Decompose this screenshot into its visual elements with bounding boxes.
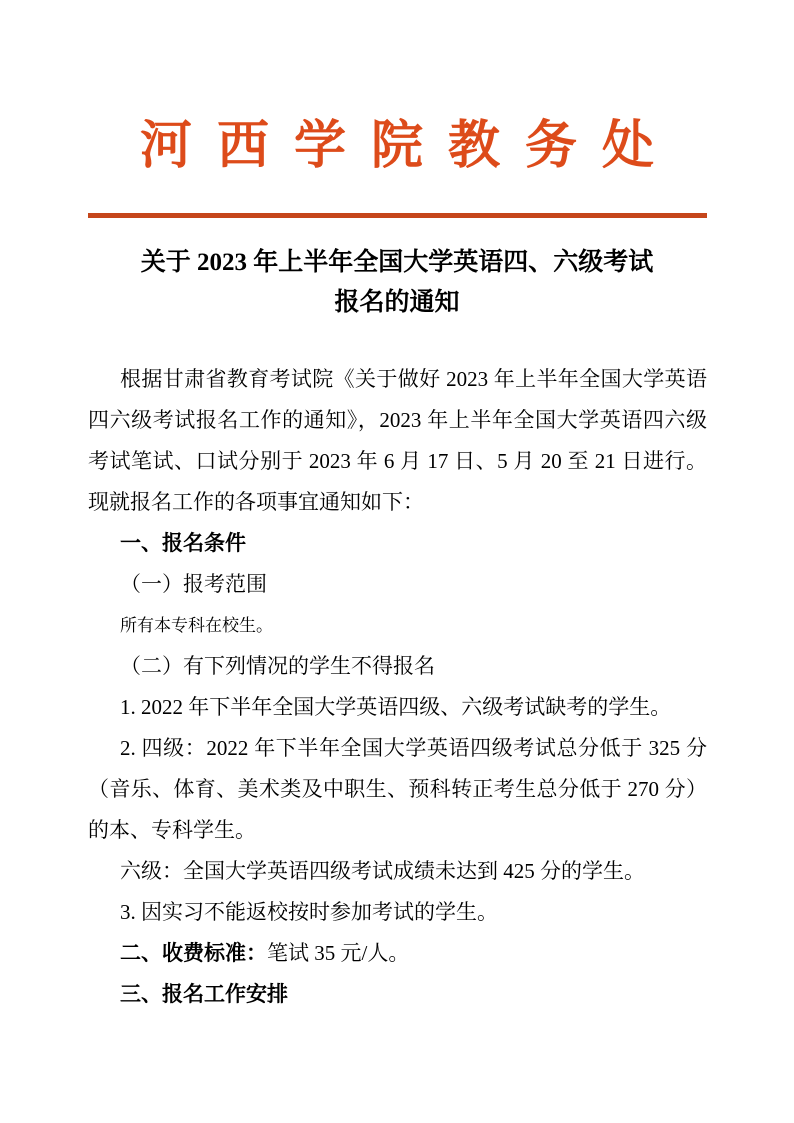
section-2-line xyxy=(88,933,707,974)
section-1-heading: 一、报名条件 xyxy=(120,531,246,555)
section-3-heading: 三、报名工作安排 xyxy=(120,982,288,1006)
restriction-item-cet6: 六级：全国大学英语四级考试成绩未达到 425 分的学生。 xyxy=(120,859,645,883)
section-2-heading: 二、收费标准： xyxy=(120,941,267,965)
subsection-1-2-heading: （二）有下列情况的学生不得报名 xyxy=(120,654,435,678)
restriction-item-2-cet4: 2. 四级：2022 年下半年全国大学英语四级考试总分低于 325 分（音乐、体育、美术类及中职生、预科转正考生总分低于 270 分）的本、专科学生。 xyxy=(88,736,707,842)
document-body xyxy=(88,359,707,1015)
restriction-item-3: 3. 因实习不能返校按时参加考试的学生。 xyxy=(120,900,498,924)
fee-standard-text: 笔试 35 元/人。 xyxy=(267,941,410,965)
document-title xyxy=(0,243,794,323)
letterhead-org-title: 河 西 学 院 教 务 处 xyxy=(139,118,660,175)
subsection-1-1-heading: （一）报考范围 xyxy=(120,572,267,596)
intro-paragraph: 根据甘肃省教育考试院《关于做好 2023 年上半年全国大学英语四六级考试报名工作的通知》，2023 年上半年全国大学英语四六级考试笔试、口试分别于 2023 年 6 月 17 日、5 月 20 至 21 日进行。现就报名工作的各项事宜通知如下： xyxy=(88,367,707,514)
eligibility-scope-note: 所有本专科在校生。 xyxy=(120,616,273,635)
document-title-line2: 报名的通知 xyxy=(334,289,460,316)
letterhead-divider xyxy=(88,213,707,218)
restriction-item-1: 1. 2022 年下半年全国大学英语四级、六级考试缺考的学生。 xyxy=(120,695,672,719)
document-title-line1: 关于 2023 年上半年全国大学英语四、六级考试 xyxy=(140,249,654,276)
